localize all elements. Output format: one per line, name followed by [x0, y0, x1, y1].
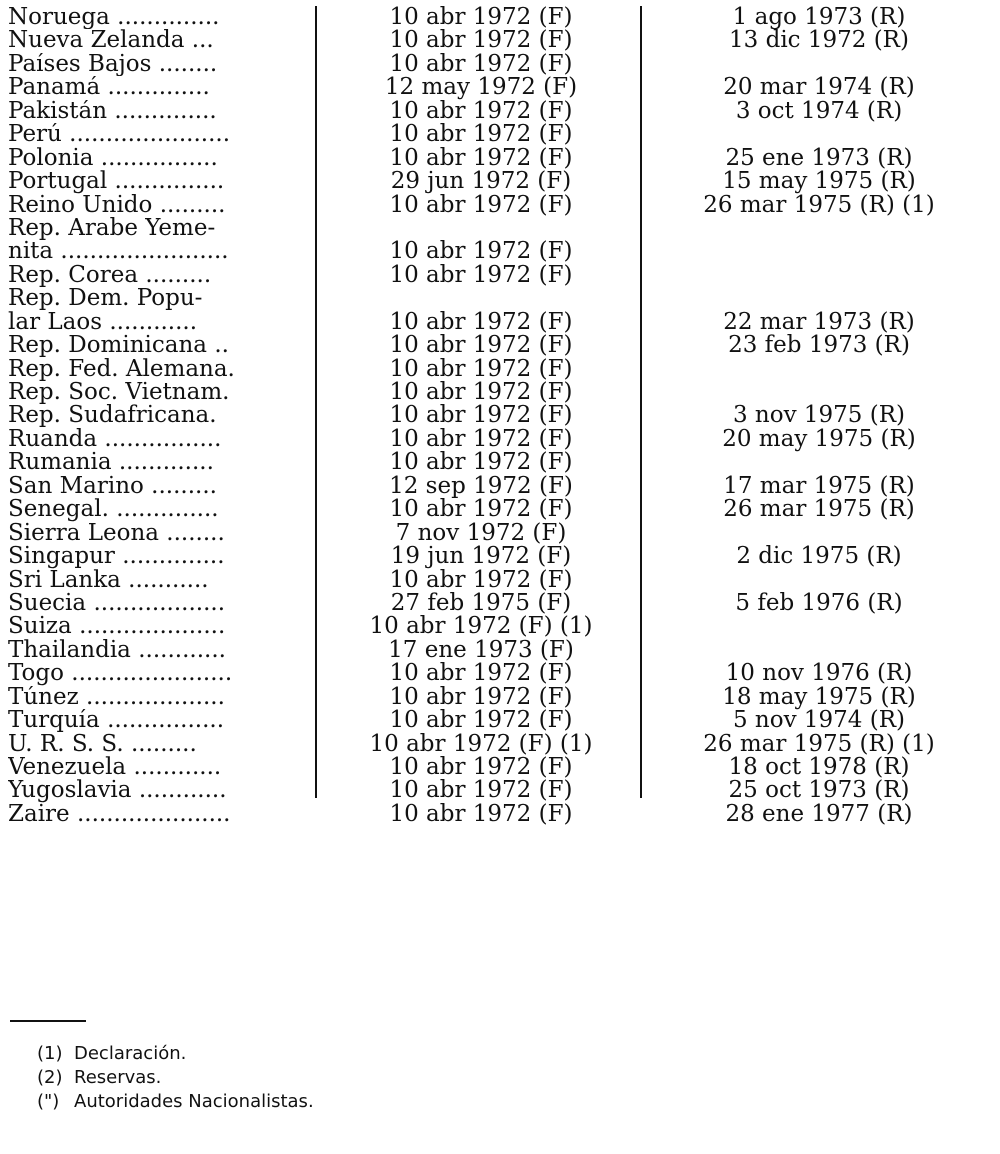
ratification-date-cell	[644, 217, 994, 240]
table-row	[8, 29, 994, 52]
table-row	[8, 709, 994, 732]
signature-date-cell	[331, 217, 631, 240]
ratification-table	[8, 6, 994, 826]
table-row	[8, 287, 994, 310]
country-cell: lar Laos ............	[8, 310, 198, 335]
ratification-date-cell: 22 mar 1973 (R)	[723, 308, 915, 335]
table-rows	[8, 6, 994, 826]
country-cell: Portugal ...............	[8, 170, 225, 194]
ratification-date-cell	[644, 264, 994, 287]
signature-date-cell: 10 abr 1972 (F)	[389, 50, 573, 77]
ratification-date-cell: 3 oct 1974 (R)	[735, 97, 903, 124]
ratification-date-cell	[644, 615, 994, 638]
ratification-date-cell	[644, 522, 994, 545]
ratification-date-cell	[644, 569, 994, 592]
table-row	[8, 589, 994, 616]
signature-date-cell: 10 abr 1972 (F)	[389, 754, 573, 780]
country-cell: Rep. Soc. Vietnam.	[8, 381, 230, 405]
country-cell: Polonia ................	[8, 146, 218, 171]
signature-date-cell: 7 nov 1972 (F)	[395, 519, 567, 546]
ratification-date-cell	[644, 240, 994, 263]
country-cell: Senegal. ..............	[8, 498, 219, 522]
table-row	[8, 123, 994, 146]
signature-date-cell: 12 may 1972 (F)	[384, 74, 578, 101]
country-cell: nita .......................	[8, 240, 229, 264]
country-cell: Pakistán ..............	[8, 99, 217, 124]
ratification-date-cell	[644, 287, 994, 310]
signature-date-cell: 10 abr 1972 (F)	[389, 144, 573, 171]
ratification-date-cell	[644, 358, 994, 381]
table-row	[8, 566, 994, 593]
footnote-item	[37, 1066, 710, 1090]
signature-date-cell: 10 abr 1972 (F)	[389, 97, 573, 124]
signature-date-cell: 10 abr 1972 (F)	[389, 191, 573, 218]
ratification-date-cell: 28 ene 1977 (R)	[725, 800, 913, 827]
footnote-mark: (")	[37, 1091, 60, 1112]
footnote-mark: (2)	[37, 1067, 63, 1088]
country-cell: Sierra Leona ........	[8, 521, 225, 546]
ratification-date-cell: 26 mar 1975 (R)	[723, 496, 915, 523]
table-row	[8, 683, 994, 710]
table-row	[8, 425, 994, 452]
footnote-text: Reservas.	[74, 1067, 162, 1088]
country-cell: Rep. Corea .........	[8, 263, 212, 288]
table-row	[8, 334, 994, 357]
ratification-date-cell: 25 oct 1973 (R)	[728, 777, 910, 804]
signature-date-cell: 10 abr 1972 (F)	[389, 449, 573, 476]
signature-date-cell: 27 feb 1975 (F)	[390, 589, 572, 616]
table-row	[8, 381, 994, 404]
table-row	[8, 50, 994, 77]
ratification-date-cell: 15 may 1975 (R)	[722, 168, 916, 195]
signature-date-cell: 29 jun 1972 (F)	[390, 168, 572, 195]
signature-date-cell: 19 jun 1972 (F)	[390, 543, 572, 570]
signature-date-cell: 10 abr 1972 (F)	[389, 308, 573, 335]
ratification-date-cell: 5 nov 1974 (R)	[732, 707, 906, 734]
signature-date-cell: 10 abr 1972 (F) (1)	[369, 613, 593, 640]
signature-date-cell: 10 abr 1972 (F)	[389, 261, 573, 288]
table-row	[8, 144, 994, 171]
table-row	[8, 498, 994, 521]
table-row	[8, 217, 994, 240]
signature-date-cell: 10 abr 1972 (F)	[389, 566, 573, 593]
country-cell: Túnez ...................	[8, 685, 225, 710]
ratification-date-cell: 2 dic 1975 (R)	[736, 543, 902, 570]
signature-date-cell: 10 abr 1972 (F)	[389, 332, 573, 359]
ratification-date-cell	[644, 381, 994, 404]
country-cell: Ruanda ................	[8, 427, 222, 452]
ratification-date-cell	[644, 639, 994, 662]
country-cell: San Marino .........	[8, 474, 217, 499]
ratification-date-cell: 18 may 1975 (R)	[722, 683, 916, 710]
ratification-date-cell: 3 nov 1975 (R)	[732, 402, 906, 429]
table-row	[8, 730, 994, 757]
country-cell: Reino Unido .........	[8, 193, 226, 217]
table-row	[8, 261, 994, 288]
country-cell: Países Bajos ........	[8, 52, 218, 77]
table-row	[8, 76, 994, 99]
country-cell: Suiza ....................	[8, 615, 226, 639]
ratification-date-cell	[644, 53, 994, 76]
table-row	[8, 404, 994, 427]
country-cell: Panamá ..............	[8, 76, 210, 100]
table-row	[8, 662, 994, 685]
signature-date-cell: 10 abr 1972 (F)	[389, 660, 573, 687]
footnote-text: Autoridades Nacionalistas.	[74, 1091, 314, 1112]
footnote-mark: (1)	[37, 1043, 63, 1064]
signature-date-cell: 10 abr 1972 (F)	[389, 355, 573, 382]
signature-date-cell: 10 abr 1972 (F)	[389, 379, 573, 405]
footnotes-section	[10, 1020, 710, 1114]
signature-date-cell: 10 abr 1972 (F)	[389, 402, 573, 429]
footnote-item	[37, 1090, 710, 1114]
signature-date-cell: 10 abr 1972 (F)	[389, 27, 573, 54]
table-row	[8, 6, 994, 29]
ratification-date-cell	[644, 451, 994, 474]
country-cell: Noruega ..............	[8, 6, 220, 30]
signature-date-cell: 10 abr 1972 (F)	[389, 800, 573, 827]
ratification-date-cell: 20 mar 1974 (R)	[723, 74, 915, 101]
footnote-text: Declaración.	[74, 1043, 187, 1064]
ratification-date-cell: 1 ago 1973 (R)	[732, 4, 906, 30]
ratification-date-cell: 26 mar 1975 (R) (1)	[703, 191, 935, 218]
table-row	[8, 519, 994, 546]
table-row	[8, 191, 994, 218]
table-row	[8, 615, 994, 638]
ratification-date-cell: 18 oct 1978 (R)	[728, 754, 910, 780]
table-row	[8, 451, 994, 474]
country-cell: Nueva Zelanda ...	[8, 29, 214, 53]
ratification-date-cell: 5 feb 1976 (R)	[735, 589, 903, 616]
table-row	[8, 779, 994, 802]
signature-date-cell: 17 ene 1973 (F)	[388, 636, 574, 663]
country-cell: Turquía ................	[8, 709, 225, 733]
country-cell: Thailandia ............	[8, 638, 226, 663]
signature-date-cell: 10 abr 1972 (F)	[389, 777, 573, 804]
country-cell: Sri Lanka ...........	[8, 568, 209, 592]
ratification-date-cell: 25 ene 1973 (R)	[725, 144, 913, 171]
country-cell: Rep. Dominicana ..	[8, 334, 229, 358]
signature-date-cell: 10 abr 1972 (F)	[389, 4, 573, 30]
footnote-item	[37, 1042, 710, 1066]
country-cell: Suecia ..................	[8, 591, 226, 616]
country-cell: U. R. S. S. .........	[8, 732, 197, 756]
ratification-date-cell: 13 dic 1972 (R)	[729, 27, 909, 54]
country-cell: Yugoslavia ............	[8, 779, 227, 803]
country-cell: Perú ......................	[8, 123, 231, 147]
country-cell: Rep. Sudafricana.	[8, 404, 217, 428]
table-row	[8, 636, 994, 663]
table-row	[8, 170, 994, 193]
ratification-date-cell	[644, 123, 994, 146]
signature-date-cell: 10 abr 1972 (F)	[389, 425, 573, 452]
footnote-list	[10, 1042, 710, 1114]
country-cell: Togo ......................	[8, 662, 233, 686]
table-row	[8, 800, 994, 827]
country-cell: Zaire .....................	[8, 802, 231, 827]
table-row	[8, 308, 994, 335]
table-row	[8, 472, 994, 499]
table-row	[8, 240, 994, 263]
country-cell: Rep. Fed. Alemana.	[8, 357, 235, 381]
signature-date-cell: 10 abr 1972 (F)	[389, 683, 573, 710]
table-row	[8, 97, 994, 124]
table-row	[8, 545, 994, 568]
ratification-date-cell: 20 may 1975 (R)	[722, 425, 916, 452]
country-cell: Venezuela ............	[8, 756, 222, 780]
ratification-date-cell: 26 mar 1975 (R) (1)	[703, 730, 935, 757]
signature-date-cell: 10 abr 1972 (F) (1)	[369, 730, 593, 757]
signature-date-cell	[331, 287, 631, 310]
table-row	[8, 756, 994, 779]
footnote-separator	[10, 1020, 86, 1022]
country-cell: Rep. Dem. Popu-	[8, 287, 203, 311]
country-cell: Singapur ..............	[8, 545, 225, 569]
ratification-date-cell: 23 feb 1973 (R)	[728, 332, 910, 359]
country-cell: Rep. Arabe Yeme-	[8, 216, 216, 241]
signature-date-cell: 10 abr 1972 (F)	[389, 707, 573, 734]
signature-date-cell: 10 abr 1972 (F)	[389, 121, 573, 148]
table-row	[8, 355, 994, 382]
country-cell: Rumania .............	[8, 451, 214, 475]
ratification-date-cell: 17 mar 1975 (R)	[723, 472, 915, 499]
signature-date-cell: 10 abr 1972 (F)	[389, 238, 573, 265]
ratification-date-cell: 10 nov 1976 (R)	[725, 660, 913, 687]
signature-date-cell: 12 sep 1972 (F)	[389, 472, 573, 499]
signature-date-cell: 10 abr 1972 (F)	[389, 496, 573, 523]
